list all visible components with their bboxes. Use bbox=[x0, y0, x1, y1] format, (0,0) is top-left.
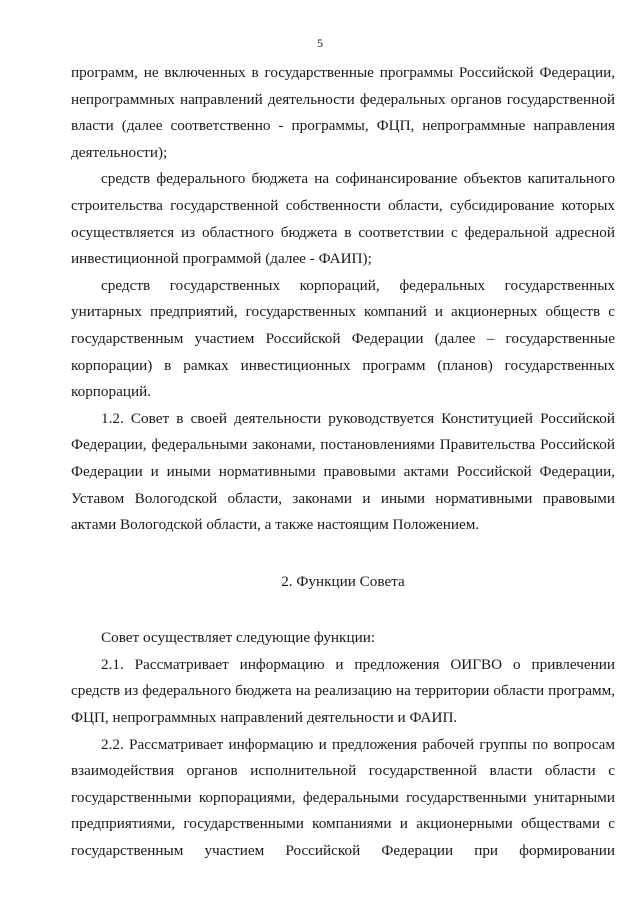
paragraph-functions-intro: Совет осуществляет следующие функции: bbox=[101, 629, 376, 647]
paragraph-state-corporations-funds: средств государственных корпораций, федеральных государственных унитарных предприятий, государственных компаний и акционерных обществ с государственным участием Российской Федерации (далее – государственные корпорации) в рамках инвестиционных программ (планов) государственных корпораций. bbox=[71, 276, 615, 401]
spacer bbox=[71, 539, 615, 569]
page-number: 5 bbox=[317, 36, 323, 50]
paragraph-2-1: 2.1. Рассматривает информацию и предложения ОИГВО о привлечении средств из федерального бюджета на реализацию на территории области программ, ФЦП, непрограммных направлений деятельности и ФАИП. bbox=[71, 655, 615, 727]
paragraph-2-2: 2.2. Рассматривает информацию и предложения рабочей группы по вопросам взаимодействия органов исполнительной государственной власти области с государственными корпорациями, федеральными государственными унитарными предприятиями, государственными компаниями и акционерными обществами с государственным участием Российской Федерации при формировании bbox=[71, 735, 615, 860]
spacer bbox=[71, 595, 615, 625]
paragraph-programs-continuation: программ, не включенных в государственные программы Российской Федерации, непрограммных направлений деятельности федеральных органов государственной власти (далее соответственно - программы, ФЦП, непрограммные направления деятельности); bbox=[71, 64, 615, 161]
document-body bbox=[71, 60, 615, 865]
paragraph-federal-budget-funds: средств федерального бюджета на софинансирование объектов капитального строительства государственной собственности области, субсидирование которых осуществляется из областного бюджета в соответствии с федеральной адресной инвестиционной программой (далее - ФАИП); bbox=[71, 170, 615, 268]
paragraph-1-2: 1.2. Совет в своей деятельности руководствуется Конституцией Российской Федерации, федеральными законами, постановлениями Правительства Российской Федерации и иными нормативными правовыми актами Российской Федерации, Уставом Вологодской области, законами и иными нормативными правовыми актами Вологодской области, а также настоящим Положением. bbox=[71, 409, 615, 534]
section-heading: 2. Функции Совета bbox=[281, 572, 405, 590]
